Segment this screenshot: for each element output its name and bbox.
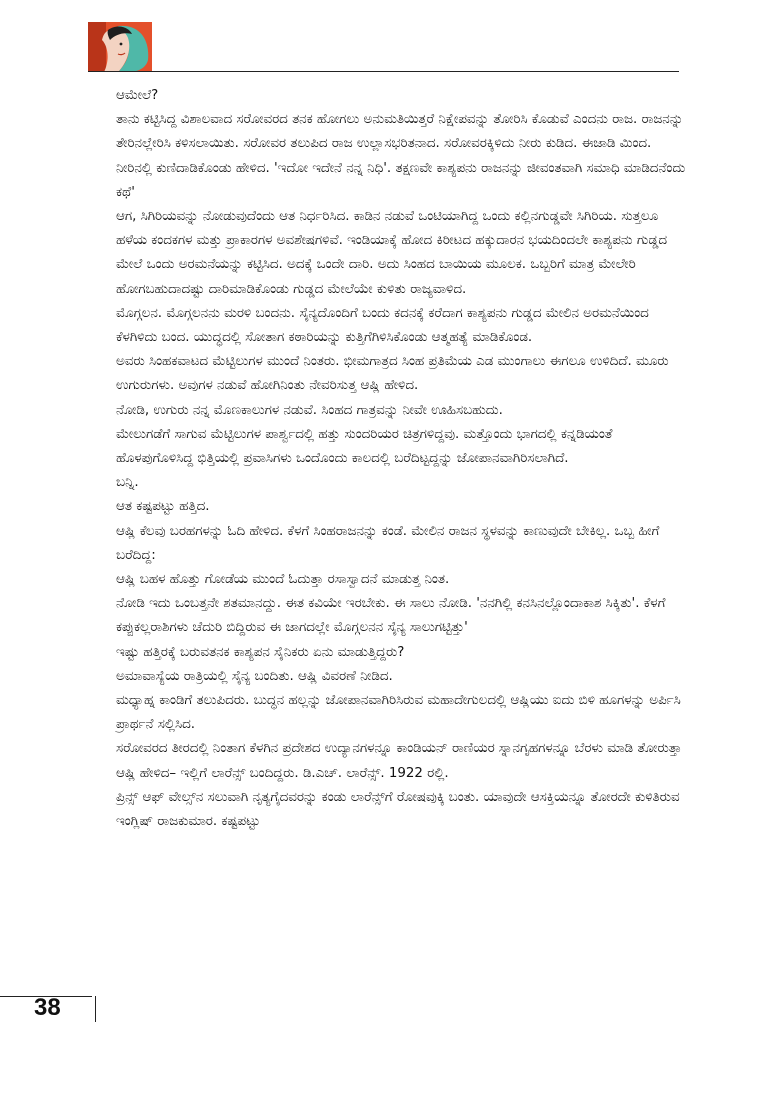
- paragraph: ಮೇಲುಗಡೆಗೆ ಸಾಗುವ ಮೆಟ್ಟಿಲುಗಳ ಪಾರ್ಶ್ವದಲ್ಲಿ ಹತ್ತು ಸುಂದರಿಯರ ಚಿತ್ರಗಳಿದ್ದವು. ಮತ್ತೊಂದು ಭಾಗದಲ್ಲಿ ಕನ್ನಡಿಯಂತೆ ಹೊಳಪುಗೊಳಿಸಿದ್ದ ಭಿತ್ತಿಯಲ್ಲಿ ಪ್ರವಾಸಿಗಳು ಒಂದೊಂದು ಕಾಲದಲ್ಲಿ ಬರೆದಿಟ್ಟದ್ದನ್ನು ಜೋಪಾನವಾಗಿರಿಸಲಾಗಿದೆ.: [116, 426, 613, 467]
- paragraph: ಬನ್ನಿ.: [116, 475, 139, 491]
- page-number: 38: [34, 994, 61, 1021]
- paragraph: ಆಮೇಲೆ?: [116, 88, 159, 103]
- paragraph: ಸರೋವರದ ತೀರದಲ್ಲಿ ನಿಂತಾಗ ಕೆಳಗಿನ ಪ್ರದೇಶದ ಉದ್ಯಾನಗಳನ್ನೂ ಕಾಂಡಿಯನ್ ರಾಣಿಯರ ಸ್ನಾನಗೃಹಗಳನ್ನೂ ಬೆರಳು ಮಾಡಿ ತೋರುತ್ತಾ ಆಷ್ಲಿ ಹೇಳಿದ– ಇಲ್ಲಿಗೆ ಲಾರೆನ್ಸ್ ಬಂದಿದ್ದರು. ಡಿ.ಎಚ್. ಲಾರೆನ್ಸ್. 1922 ರಲ್ಲಿ.: [116, 741, 682, 781]
- paragraph: ಅವರು ಸಿಂಹಕವಾಟದ ಮೆಟ್ಟಿಲುಗಳ ಮುಂದೆ ನಿಂತರು. ಭೀಮಗಾತ್ರದ ಸಿಂಹ ಪ್ರತಿಮೆಯ ಎಡ ಮುಂಗಾಲು ಈಗಲೂ ಉಳಿದಿದೆ. ಮೂರು ಉಗುರುಗಳು. ಅವುಗಳ ನಡುವೆ ಹೋಗಿನಿಂತು ನೇವರಿಸುತ್ತ ಆಷ್ಲಿ ಹೇಳಿದ.: [116, 354, 669, 394]
- header-rule: [88, 71, 679, 72]
- paragraph: ಆಷ್ಲಿ ಕೆಲವು ಬರಹಗಳನ್ನು ಓದಿ ಹೇಳಿದ. ಕೆಳಗೆ ಸಿಂಹರಾಜನನ್ನು ಕಂಡೆ. ಮೇಲಿನ ರಾಜನ ಸ್ಥಳವನ್ನು ಕಾಣುವುದೇ ಬೇಕಿಲ್ಲ. ಒಬ್ಬ ಹೀಗೆ ಬರೆದಿದ್ದ:: [116, 523, 660, 563]
- paragraph: ತಾನು ಕಟ್ಟಿಸಿದ್ದ ವಿಶಾಲವಾದ ಸರೋವರದ ತನಕ ಹೋಗಲು ಅನುಮತಿಯಿತ್ತರೆ ನಿಕ್ಷೇಪವನ್ನು ತೋರಿಸಿ ಕೊಡುವೆ ಎಂದನು ರಾಜ. ರಾಜನನ್ನು ತೇರಿನಲ್ಲೇರಿಸಿ ಕಳಿಸಲಾಯಿತು. ಸರೋವರ ತಲುಪಿದ ರಾಜ ಉಲ್ಲಾಸಭರಿತನಾದ. ಸರೋವರಕ್ಕಿಳಿದು ನೀರು ಕುಡಿದ. ಈಜಾಡಿ ಮಿಂದ. ನೀರಿನಲ್ಲಿ ಕುಣಿದಾಡಿಕೊಂಡು ಹೇಳಿದ. 'ಇದೋ ಇದೇನೆ ನನ್ನ ನಿಧಿ'. ತಕ್ಷಣವೇ ಕಾಶ್ಯಪನು ರಾಜನನ್ನು ಜೀವಂತವಾಗಿ ಸಮಾಧಿ ಮಾಡಿದನೆಂದು ಕಥೆ': [116, 112, 686, 200]
- footer-divider: [95, 996, 96, 1022]
- paragraph: ನೋಡಿ ಇದು ಒಂಬತ್ತನೇ ಶತಮಾನದ್ದು. ಈತ ಕವಿಯೇ ಇರಬೇಕು. ಈ ಸಾಲು ನೋಡಿ. 'ನನಗಿಲ್ಲಿ ಕನಸಿನಲ್ಲೊಂದಾಕಾಶ ಸಿಕ್ಕಿತು'. ಕೆಳಗೆ ಕಪ್ಪುಕಲ್ಲರಾಶಿಗಳು ಚೆದುರಿ ಬಿದ್ದಿರುವ ಈ ಜಾಗದಲ್ಲೇ ಮೊಗ್ಗಲನನ ಸೈನ್ಯ ಸಾಲುಗಟ್ಟಿತ್ತು': [116, 596, 666, 636]
- paragraph: ಮಧ್ಯಾಹ್ನ ಕಾಂಡಿಗೆ ತಲುಪಿದರು. ಬುದ್ಧನ ಹಲ್ಲನ್ನು ಜೋಪಾನವಾಗಿರಿಸಿರುವ ಮಹಾದೇಗುಲದಲ್ಲಿ ಆಷ್ಲಿಯು ಐದು ಬಿಳಿ ಹೂಗಳನ್ನು ಅರ್ಪಿಸಿ ಪ್ರಾರ್ಥನೆ ಸಲ್ಲಿಸಿದ.: [116, 693, 681, 733]
- magazine-logo: [88, 22, 152, 72]
- paragraph: ಆಷ್ಲಿ ಬಹಳ ಹೊತ್ತು ಗೋಡೆಯ ಮುಂದೆ ಓದುತ್ತಾ ರಸಾಸ್ವಾದನೆ ಮಾಡುತ್ತ ನಿಂತ.: [116, 572, 450, 588]
- paragraph: ಪ್ರಿನ್ಸ್ ಆಫ್ ವೇಲ್ಸ್‌ನ ಸಲುವಾಗಿ ನೃತ್ಯಗೈದವರನ್ನು ಕಂಡು ಲಾರೆನ್ಸ್‌ಗೆ ರೋಷವುಕ್ಕಿ ಬಂತು. ಯಾವುದೇ ಆಸಕ್ತಿಯನ್ನೂ ತೋರದೇ ಕುಳಿತಿರುವ ಇಂಗ್ಲಿಷ್ ರಾಜಕುಮಾರ. ಕಷ್ಟಪಟ್ಟು: [116, 789, 680, 830]
- paragraph: ಮೊಗ್ಗಲನ. ಮೊಗ್ಗಲನನು ಮರಳಿ ಬಂದನು. ಸೈನ್ಯದೊಂದಿಗೆ ಬಂದು ಕದನಕ್ಕೆ ಕರೆದಾಗ ಕಾಶ್ಯಪನು ಗುಡ್ಡದ ಮೇಲಿನ ಅರಮನೆಯಿಂದ ಕೆಳಗಿಳಿದು ಬಂದ. ಯುದ್ಧದಲ್ಲಿ ಸೋತಾಗ ಕಠಾರಿಯನ್ನು ಕುತ್ತಿಗೆಗಿಳಿಸಿಕೊಂಡು ಆತ್ಮಹತ್ಯೆ ಮಾಡಿಕೊಂಡ.: [116, 305, 649, 346]
- paragraph: ಆತ ಕಷ್ಟಪಟ್ಟು ಹತ್ತಿದ.: [116, 499, 210, 515]
- paragraph: ಆಗ, ಸಿಗಿರಿಯವನ್ನು ನೋಡುವುದೆಂದು ಆತ ನಿರ್ಧರಿಸಿದ. ಕಾಡಿನ ನಡುವೆ ಒಂಟಿಯಾಗಿದ್ದ ಒಂದು ಕಲ್ಲಿನಗುಡ್ಡವೇ ಸಿಗಿರಿಯ. ಸುತ್ತಲೂ ಹಳೆಯ ಕಂದಕಗಳ ಮತ್ತು ಪ್ರಾಕಾರಗಳ ಅವಶೇಷಗಳಿವೆ. ಇಂಡಿಯಾಕ್ಕೆ ಹೋದ ಕಿರೀಟದ ಹಕ್ಕುದಾರನ ಭಯದಿಂದಲೇ ಕಾಶ್ಯಪನು ಗುಡ್ಡದ ಮೇಲೆ ಒಂದು ಅರಮನೆಯನ್ನು ಕಟ್ಟಿಸಿದ. ಅದಕ್ಕೆ ಒಂದೇ ದಾರಿ. ಅದು ಸಿಂಹದ ಬಾಯಿಯ ಮೂಲಕ. ಒಬ್ಬರಿಗೆ ಮಾತ್ರ ಮೇಲೇರಿ ಹೋಗಬಹುದಾದಷ್ಟು ದಾರಿಮಾಡಿಕೊಂಡು ಗುಡ್ಡದ ಮೇಲೆಯೇ ಕುಳಿತು ರಾಜ್ಯವಾಳಿದ.: [116, 209, 668, 297]
- paragraph: ನೋಡಿ, ಉಗುರು ನನ್ನ ಮೊಣಕಾಲುಗಳ ನಡುವೆ. ಸಿಂಹದ ಗಾತ್ರವನ್ನು ನೀವೇ ಊಹಿಸಬಹುದು.: [116, 402, 503, 418]
- paragraph: ಅಮಾವಾಸ್ಯೆಯ ರಾತ್ರಿಯಲ್ಲಿ ಸೈನ್ಯ ಬಂದಿತು. ಆಷ್ಲಿ ವಿವರಣೆ ನೀಡಿದ.: [116, 668, 393, 684]
- article-body: [116, 84, 686, 834]
- woman-portrait-icon: [88, 22, 152, 72]
- paragraph: ಇಷ್ಟು ಹತ್ತಿರಕ್ಕೆ ಬರುವತನಕ ಕಾಶ್ಯಪನ ಸೈನಿಕರು ಏನು ಮಾಡುತ್ತಿದ್ದರು?: [116, 644, 405, 660]
